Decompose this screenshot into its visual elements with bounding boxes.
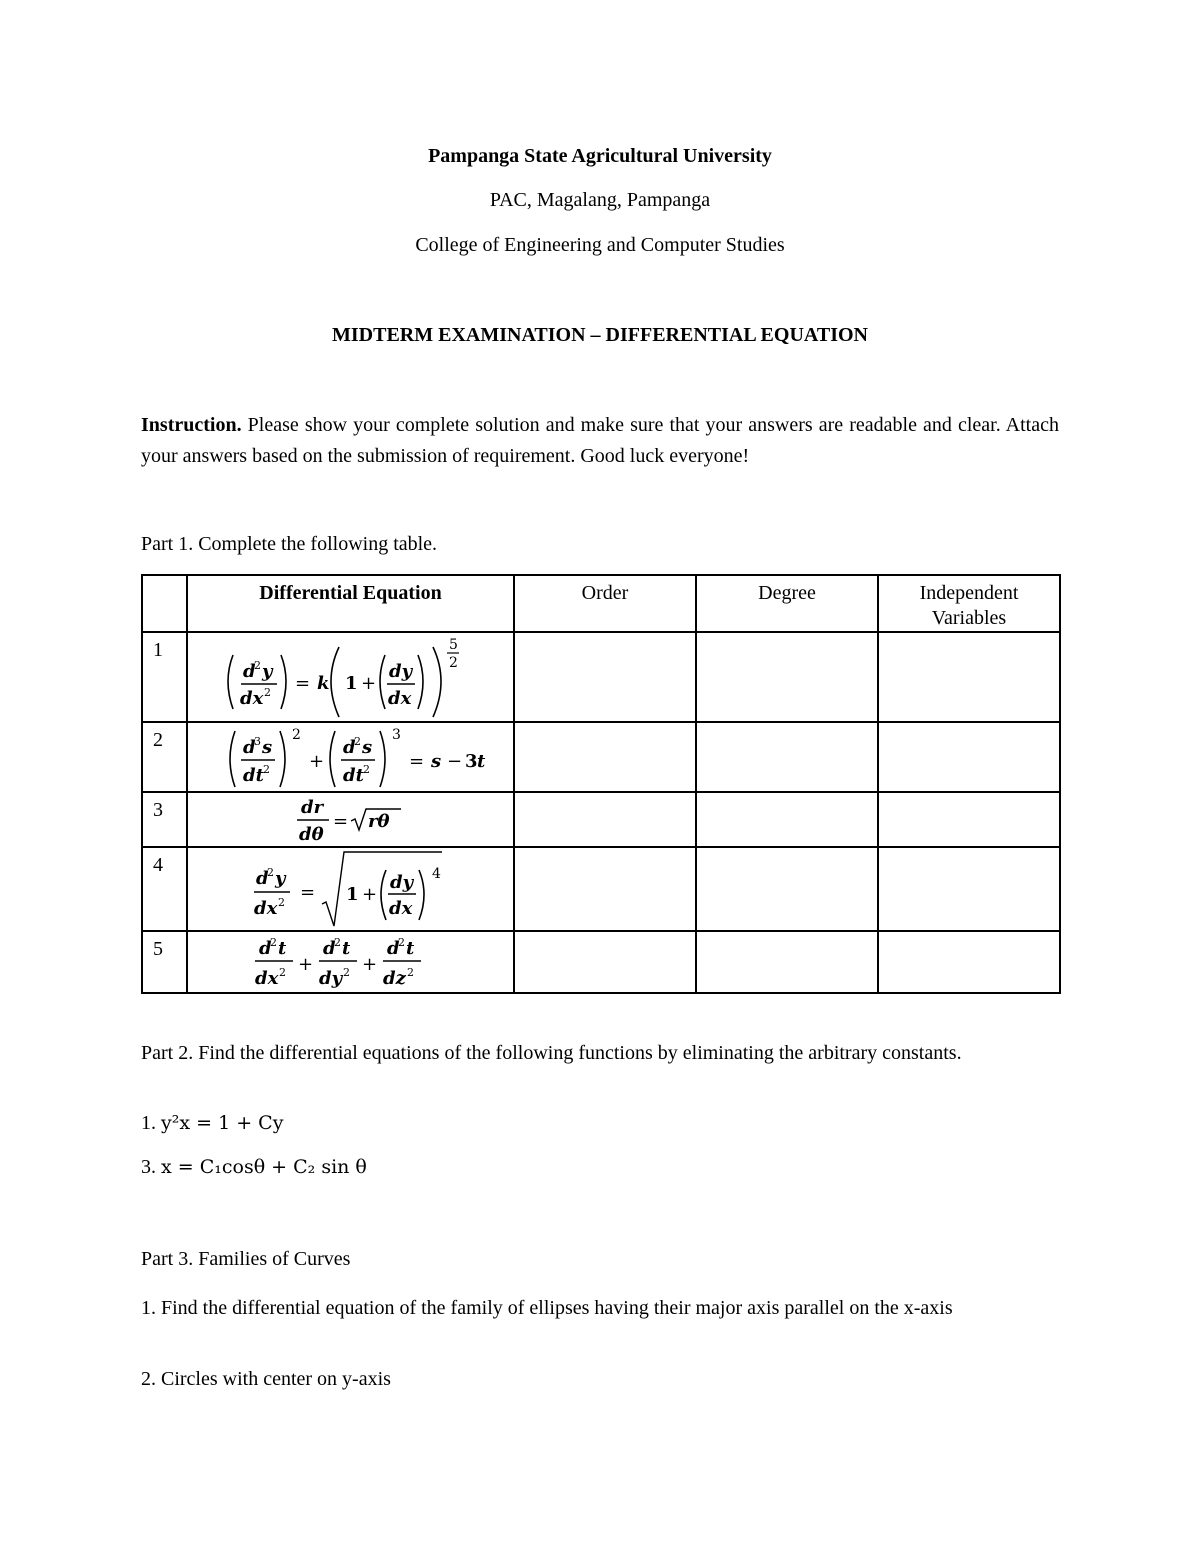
header-differential-equation: Differential Equation [187, 575, 514, 632]
independent-variables-cell[interactable] [878, 792, 1060, 847]
svg-text:d: d [258, 938, 272, 959]
svg-text:d: d [242, 661, 256, 682]
svg-text:5: 5 [448, 637, 458, 653]
svg-text:2: 2 [342, 966, 350, 979]
equation-cell [187, 847, 514, 931]
independent-variables-cell[interactable] [878, 847, 1060, 931]
svg-text:3: 3 [253, 735, 261, 748]
svg-text:t: t [277, 938, 286, 959]
svg-text:s: s [361, 737, 372, 758]
svg-text:dz: dz [382, 968, 406, 989]
svg-text:dx: dx [239, 688, 263, 709]
svg-text:dx: dx [253, 898, 277, 919]
table-header-row [142, 575, 1060, 632]
table-row [142, 722, 1060, 792]
svg-text:2: 2 [448, 655, 458, 671]
part2-item-3-expression: x = C₁cosθ + C₂ sin θ [161, 1156, 367, 1178]
svg-text:k: k [316, 673, 329, 694]
svg-text:2: 2 [253, 659, 261, 672]
row-number: 1 [142, 632, 187, 722]
svg-text:3: 3 [464, 751, 478, 772]
equation-3 [271, 793, 431, 846]
order-cell[interactable] [514, 722, 696, 792]
svg-text:dy: dy [388, 661, 412, 682]
svg-text:t: t [476, 751, 485, 772]
table-row [142, 792, 1060, 847]
university-name: Pampanga State Agricultural University [428, 145, 772, 167]
part2-item-1-expression: y²x = 1 + Cy [161, 1112, 284, 1134]
svg-text:+: + [297, 954, 313, 975]
degree-cell[interactable] [696, 847, 878, 931]
part2-heading: Part 2. Find the differential equations of the following functions by eliminating the arbitrary constants. [141, 1042, 962, 1064]
svg-text:d: d [255, 868, 269, 889]
svg-text:3: 3 [391, 727, 401, 743]
equation-cell [187, 632, 514, 722]
svg-text:dθ: dθ [298, 824, 324, 845]
row-number: 5 [142, 931, 187, 993]
part2-item-1: 1. y²x = 1 + Cy [141, 1112, 284, 1134]
table-row [142, 632, 1060, 722]
svg-text:dx: dx [387, 688, 411, 709]
svg-text:+: + [361, 884, 377, 905]
svg-text:2: 2 [291, 727, 301, 743]
degree-cell[interactable] [696, 792, 878, 847]
svg-text:y: y [261, 661, 272, 682]
svg-text:2: 2 [263, 686, 271, 699]
degree-cell[interactable] [696, 722, 878, 792]
header-degree: Degree [696, 575, 878, 632]
equation-5 [251, 932, 451, 992]
svg-text:s: s [430, 751, 441, 772]
order-cell[interactable] [514, 632, 696, 722]
order-cell[interactable] [514, 931, 696, 993]
instruction-text: Please show your complete solution and make sure that your answers are readable and clear. Attach your answers based on the submission of requirement. Good luck everyone! [141, 414, 1059, 467]
equation-4 [246, 848, 456, 930]
svg-text:2: 2 [277, 896, 285, 909]
svg-text:s: s [261, 737, 272, 758]
equation-table [141, 574, 1061, 994]
header-independent-variables: Independent Variables [878, 575, 1060, 632]
svg-text:1: 1 [345, 884, 359, 905]
svg-text:1: 1 [344, 673, 358, 694]
svg-text:2: 2 [262, 763, 270, 776]
equation-2 [201, 723, 501, 791]
svg-text:−: − [446, 751, 462, 772]
svg-text:dt: dt [242, 765, 264, 786]
svg-text:d: d [242, 737, 256, 758]
svg-text:d: d [322, 938, 336, 959]
table-row [142, 847, 1060, 931]
svg-text:dt: dt [342, 765, 364, 786]
svg-text:2: 2 [333, 936, 341, 949]
svg-text:y: y [274, 868, 285, 889]
svg-text:t: t [405, 938, 414, 959]
part3-heading: Part 3. Families of Curves [141, 1248, 351, 1270]
svg-text:d: d [386, 938, 400, 959]
svg-text:d: d [342, 737, 356, 758]
college-name: College of Engineering and Computer Studies [415, 234, 785, 256]
svg-text:=: = [294, 673, 310, 694]
svg-text:+: + [361, 954, 377, 975]
svg-text:=: = [332, 811, 348, 832]
part3-item-1: 1. Find the differential equation of the family of ellipses having their major axis parallel on the x-axis [141, 1297, 953, 1319]
svg-text:dy: dy [318, 968, 342, 989]
order-cell[interactable] [514, 847, 696, 931]
part3-item-2: 2. Circles with center on y-axis [141, 1368, 391, 1390]
svg-text:rθ: rθ [367, 811, 389, 832]
header-number-cell [142, 575, 187, 632]
row-number: 3 [142, 792, 187, 847]
equation-cell [187, 792, 514, 847]
instruction-paragraph [141, 410, 1059, 472]
svg-text:2: 2 [397, 936, 405, 949]
university-location: PAC, Magalang, Pampanga [489, 189, 711, 211]
exam-title: MIDTERM EXAMINATION – DIFFERENTIAL EQUATION [332, 324, 868, 346]
row-number: 2 [142, 722, 187, 792]
svg-text:=: = [408, 751, 424, 772]
degree-cell[interactable] [696, 632, 878, 722]
svg-text:2: 2 [353, 735, 361, 748]
svg-text:dx: dx [388, 898, 412, 919]
svg-text:2: 2 [266, 866, 274, 879]
svg-text:2: 2 [406, 966, 414, 979]
svg-text:2: 2 [362, 763, 370, 776]
equation-cell [187, 931, 514, 993]
order-cell[interactable] [514, 792, 696, 847]
degree-cell[interactable] [696, 931, 878, 993]
svg-text:t: t [341, 938, 350, 959]
row-number: 4 [142, 847, 187, 931]
instruction-label: Instruction. [141, 414, 242, 436]
svg-text:2: 2 [269, 936, 277, 949]
equation-1 [221, 633, 481, 721]
svg-text:+: + [360, 673, 376, 694]
independent-variables-cell[interactable] [878, 632, 1060, 722]
independent-variables-cell[interactable] [878, 722, 1060, 792]
part2-item-3: 3. x = C₁cosθ + C₂ sin θ [141, 1156, 367, 1178]
svg-text:+: + [308, 751, 324, 772]
svg-text:dr: dr [300, 797, 323, 818]
part1-heading: Part 1. Complete the following table. [141, 533, 438, 555]
header-order: Order [514, 575, 696, 632]
svg-text:2: 2 [278, 966, 286, 979]
svg-text:=: = [299, 882, 315, 903]
svg-text:dy: dy [389, 872, 413, 893]
table-row [142, 931, 1060, 993]
independent-variables-cell[interactable] [878, 931, 1060, 993]
equation-cell [187, 722, 514, 792]
svg-text:4: 4 [431, 866, 441, 882]
svg-text:dx: dx [254, 968, 278, 989]
